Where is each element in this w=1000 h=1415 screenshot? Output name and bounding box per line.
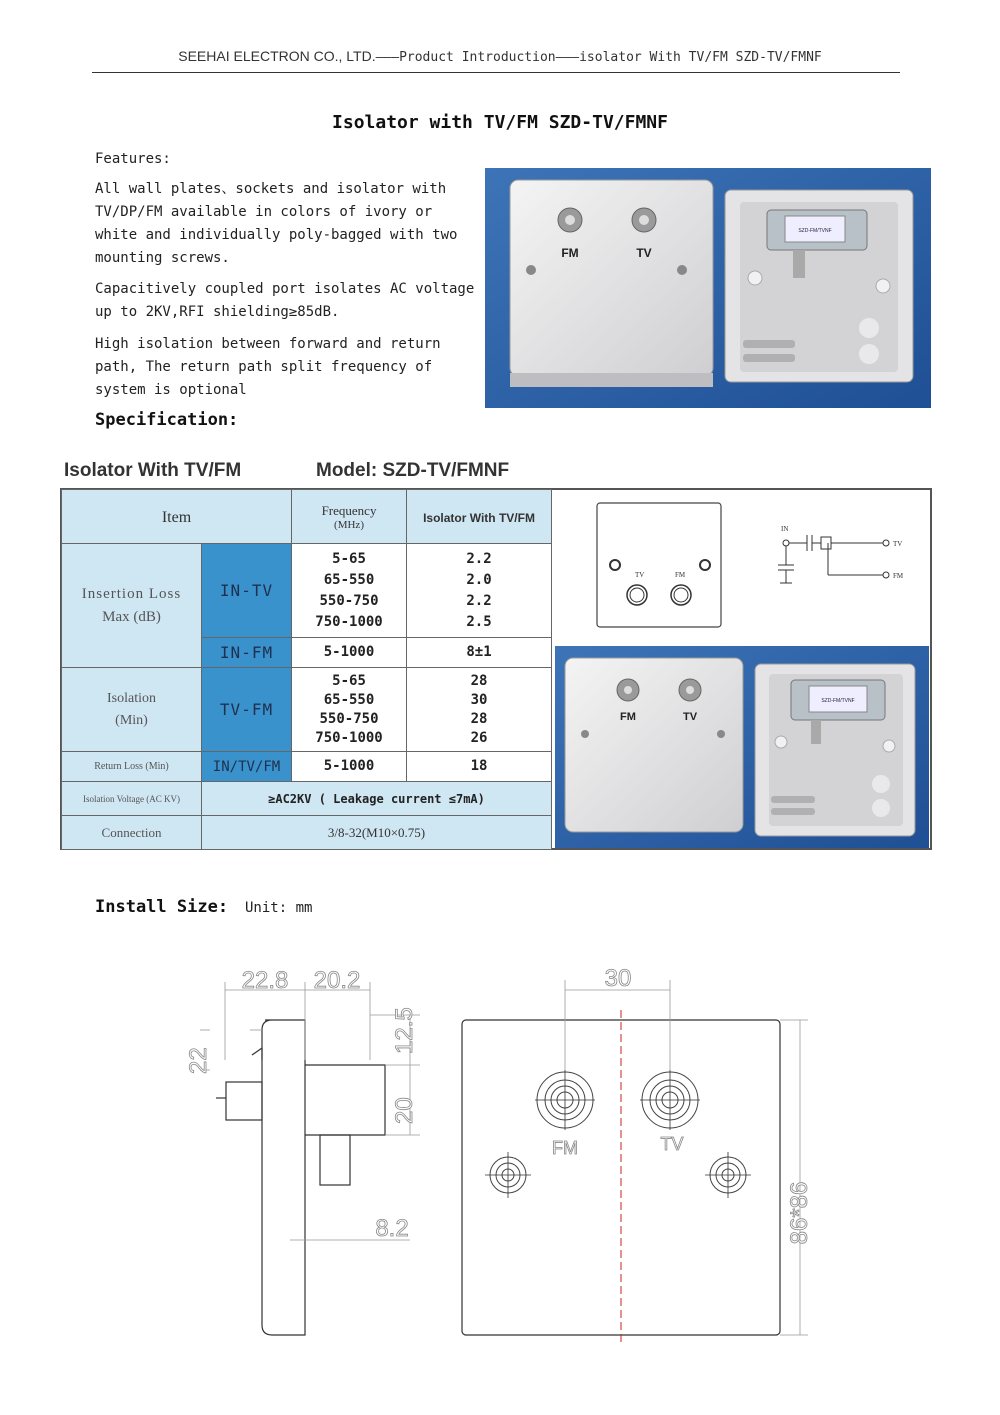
spec-table-title: Isolator With TV/FM xyxy=(64,460,242,481)
port-in-tv-fm: IN/TV/FM xyxy=(202,752,292,782)
company-name: SEEHAI ELECTRON CO., LTD. xyxy=(178,48,376,64)
tv-hole-label: TV xyxy=(660,1134,684,1154)
dim-12-5: 12.5 xyxy=(391,1007,418,1054)
value-list: 28 30 28 26 xyxy=(407,668,552,752)
circuit-in-label: IN xyxy=(781,525,789,533)
isolation-label: Isolation (Min) xyxy=(62,668,202,752)
header-product: isolator With TV/FM SZD-TV/FMNF xyxy=(579,50,822,65)
page-header xyxy=(0,48,1000,65)
front-view xyxy=(462,965,813,1345)
plate-tv-label: TV xyxy=(635,571,645,579)
page-title: Isolator with TV/FM SZD-TV/FMNF xyxy=(332,112,668,133)
freq-cell: 5-1000 xyxy=(292,752,407,782)
install-size-label: Install Size: xyxy=(95,897,229,917)
port-in-tv: IN-TV xyxy=(202,544,292,638)
connection-label: Connection xyxy=(62,816,202,850)
product-photo xyxy=(555,646,929,848)
return-loss-label: Return Loss (Min) xyxy=(62,752,202,782)
device-label: SZD-FM/TVNF xyxy=(821,698,855,704)
spec-model-title: Model: SZD-TV/FMNF xyxy=(316,460,510,481)
freq-cell: 5-1000 xyxy=(292,638,407,668)
fm-port-label: FM xyxy=(561,246,579,260)
feature-item: High isolation between forward and return path, The return path split frequency of system is optional xyxy=(95,336,441,398)
value-cell: 8±1 xyxy=(407,638,552,668)
header-section: Product Introduction xyxy=(399,50,556,65)
header-separator: ——— xyxy=(555,50,580,65)
fm-port-label: FM xyxy=(620,711,636,723)
circuit-tv-label: TV xyxy=(893,540,903,548)
freq-list: 5-65 65-550 550-750 750-1000 xyxy=(292,668,407,752)
header-isolator: Isolator With TV/FM xyxy=(407,490,552,544)
connection-value: 3/8-32(M10×0.75) xyxy=(202,816,552,850)
dim-20-2: 20.2 xyxy=(313,967,361,994)
header-rule xyxy=(92,72,900,73)
feature-item: All wall plates、sockets and isolator with TV/DP/FM available in colors of ivory or white and individually poly-bagged with two mounting screws. xyxy=(95,181,458,266)
circuit-fm-label: FM xyxy=(893,572,904,580)
tv-port-label: TV xyxy=(682,711,698,723)
fm-hole-label: FM xyxy=(552,1138,578,1158)
install-drawing xyxy=(180,960,820,1360)
install-unit: Unit: mm xyxy=(245,900,313,916)
specification-label: Specification: xyxy=(95,410,239,430)
header-item: Item xyxy=(62,490,292,544)
plate-fm-label: FM xyxy=(675,571,686,579)
features-label: Features: xyxy=(95,151,171,167)
value-cell: 18 xyxy=(407,752,552,782)
insertion-loss-label: Insertion Loss Max (dB) xyxy=(62,544,202,668)
dim-22-8: 22.8 xyxy=(241,967,289,994)
port-tv-fm: TV-FM xyxy=(202,668,292,752)
dim-8-2: 8.2 xyxy=(375,1215,409,1242)
dim-22: 22 xyxy=(185,1047,212,1074)
header-frequency: Frequency (MHz) xyxy=(292,490,407,544)
dim-30: 30 xyxy=(604,965,632,992)
value-list: 2.2 2.0 2.2 2.5 xyxy=(407,544,552,638)
spec-table xyxy=(61,489,552,850)
feature-item: Capacitively coupled port isolates AC voltage up to 2KV,RFI shielding≥85dB. xyxy=(95,281,475,320)
dim-20: 20 xyxy=(391,1097,418,1124)
device-label: SZD-FM/TVNF xyxy=(798,228,832,234)
freq-list: 5-65 65-550 550-750 750-1000 xyxy=(292,544,407,638)
isolation-voltage-value: ≥AC2KV ( Leakage current ≤7mA) xyxy=(202,782,552,816)
isolation-voltage-label: Isolation Voltage (AC KV) xyxy=(62,782,202,816)
port-in-fm: IN-FM xyxy=(202,638,292,668)
tv-port-label: TV xyxy=(636,246,652,260)
product-photo xyxy=(485,168,931,408)
header-separator: ——— xyxy=(375,50,400,65)
schematic-diagram xyxy=(553,491,930,643)
dim-86x86: 86*86 xyxy=(786,1181,813,1245)
